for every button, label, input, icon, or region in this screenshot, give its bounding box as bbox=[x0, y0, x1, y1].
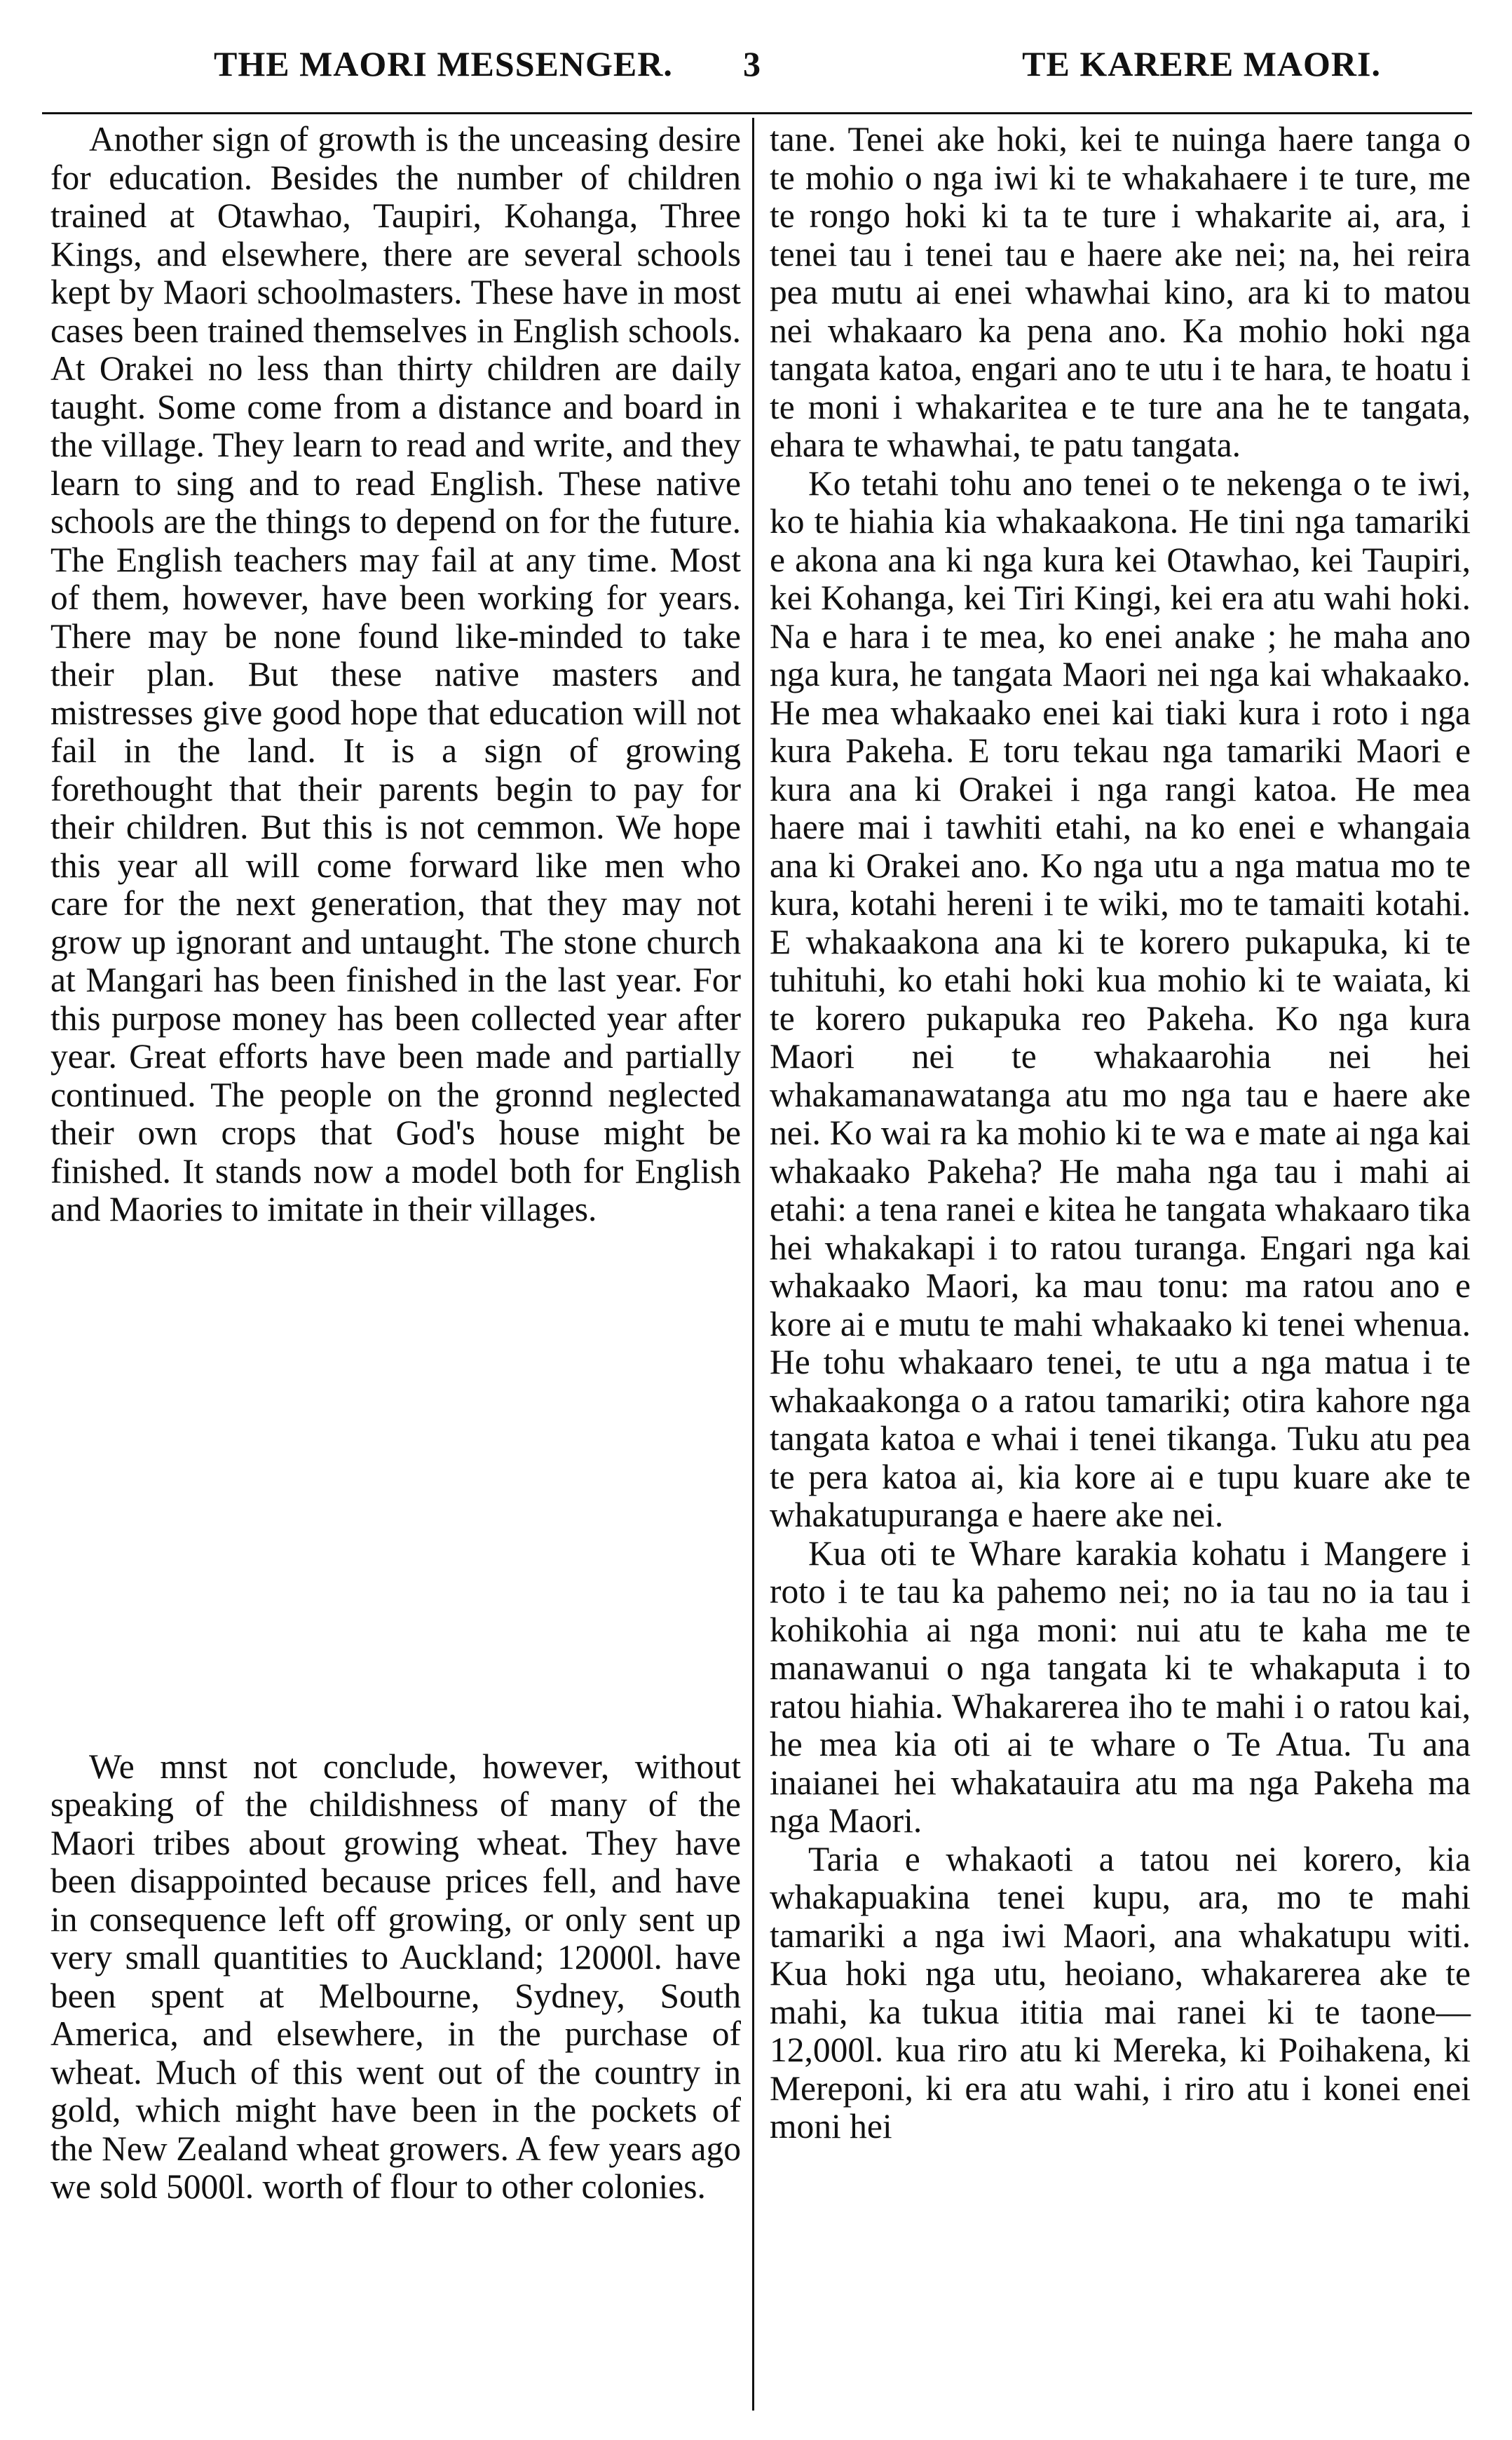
maori-column bbox=[770, 121, 1471, 2146]
header-rule bbox=[42, 112, 1472, 114]
maori-masthead: TE KARERE MAORI. bbox=[1022, 44, 1381, 83]
english-masthead: THE MAORI MESSENGER. bbox=[214, 44, 673, 83]
maori-wheat-paragraph: Taria e whakaoti a tatou nei korero, kia whakapuakina tenei kupu, ara, mo te mahi tamariki a nga iwi Maori, ana whakatupu witi. Kua hoki nga utu, heoiano, whakarerea ake te mahi, ka tukua ititia mai ranei ki te taone—12,000l. kua riro atu ki Mereka, ki Poihakena, ki Mereponi, ki era atu wahi, i riro atu i konei enei moni hei bbox=[770, 1839, 1471, 2146]
maori-church-paragraph: Kua oti te Whare karakia kohatu i Mangere i roto i te tau ka pahemo nei; no ia tau no ia tau i kohikohia ai nga moni: nui atu te kaha me te manawanui o nga tangata ki te whakaputa i to ratou hiahia. Whakarerea iho te mahi i o ratou kai, he mea kia oti ai te whare o Te Atua. Tu ana inaianei hei whakatauira atu ma nga Pakeha ma nga Maori. bbox=[770, 1533, 1471, 1840]
english-wheat-paragraph: We mnst not conclude, however, without speaking of the childishness of many of the Maori tribes about growing wheat. They have been disappointed because prices fell, and have in consequence left off growing, or only sent up very small quantities to Auckland; 12000l. have been spent at Melbourne, Sydney, South America, and elsewhere, in the purchase of wheat. Much of this went out of the country in gold, which might have been in the pockets of the New Zealand wheat growers. A few years ago we sold 5000l. worth of flour to other colonies. bbox=[50, 1747, 741, 2206]
page-header bbox=[42, 28, 1472, 98]
english-column bbox=[50, 121, 741, 2207]
column-divider bbox=[752, 118, 754, 2411]
english-education-paragraph: Another sign of growth is the unceasing desire for education. Besides the number of children trained at Otawhao, Taupiri, Kohanga, Three Kings, and elsewhere, there are several schools kept by Maori schoolmasters. These have in most cases been trained themselves in English schools. At Orakei no less than thirty children are daily taught. Some come from a distance and board in the village. They learn to read and write, and they learn to sing and to read English. These native schools are the things to depend on for the future. The English teachers may fail at any time. Most of them, however, have been working for years. There may be none found like-minded to take their plan. But these native masters and mistresses give good hope that education will not fail in the land. It is a sign of growing forethought that their parents begin to pay for their children. But this is not cemmon. We hope this year all will come forward like men who care for the next generation, that they may not grow up ignorant and untaught. The stone church at Mangari has been finished in the last year. For this purpose money has been collected year after year. Great efforts have been made and partially continued. The people on the gronnd neglected their own crops that God's house might be finished. It stands now a model both for English and Maories to imitate in their villages. bbox=[50, 120, 741, 1228]
maori-continuation-paragraph: tane. Tenei ake hoki, kei te nuinga haere tanga o te mohio o nga iwi ki te whakahaere i te ture, me te rongo hoki ki ta te ture i whakarite ai, ara, i tenei tau i tenei tau e haere ake nei; na, hei reira pea mutu ai enei whawhai kino, ara ki to matou nei whakaaro ka pena ano. Ka mohio hoki nga tangata katoa, engari ano te utu i te hara, te hoatu i te moni i whakaritea e te ture ana he te tangata, ehara te whawhai, te patu tangata. bbox=[770, 120, 1471, 464]
maori-education-paragraph: Ko tetahi tohu ano tenei o te nekenga o te iwi, ko te hiahia kia whakaakona. He tini nga tamariki e akona ana ki nga kura kei Otawhao, kei Taupiri, kei Kohanga, kei Tiri Kingi, kei era atu wahi hoki. Na e hara i te mea, ko enei anake ; he maha ano nga kura, he tangata Maori nei nga kai whakaako. He mea whakaako enei kai tiaki kura i roto i nga kura Pakeha. E toru tekau nga tamariki Maori e kura ana ki Orakei i nga rangi katoa. He mea haere mai i tawhiti etahi, na ko enei e whangaia ana ki Orakei ano. Ko nga utu a nga matua mo te kura, kotahi hereni i te wiki, mo te tamaiti kotahi. E whakaakona ana ki te korero pukapuka, ki te tuhituhi, ko etahi hoki kua mohio ki te waiata, ki te korero pukapuka reo Pakeha. Ko nga kura Maori nei te whakaarohia nei hei whakamanawatanga atu mo nga tau e haere ake nei. Ko wai ra ka mohio ki te wa e mate ai nga kai whakaako Pakeha? He maha nga tau i mahi ai etahi: a tena ranei e kitea he tangata whakaaro tika hei whakakapi i to ratou turanga. Engari nga kai whakaako Maori, ka mau tonu: ma ratou ano e kore ai e mutu te mahi whakaako ki tenei whenua. He tohu whakaaro tenei, te utu a nga matua i te whakaakonga o a ratou tamariki; otira kahore nga tangata katoa e whai i tenei tikanga. Tuku atu pea te pera katoa ai, kia kore ai e tupu kuare ake te whakatupuranga e haere ake nei. bbox=[770, 463, 1471, 1534]
page-number: 3 bbox=[743, 44, 761, 83]
column-gap bbox=[50, 1229, 741, 1748]
